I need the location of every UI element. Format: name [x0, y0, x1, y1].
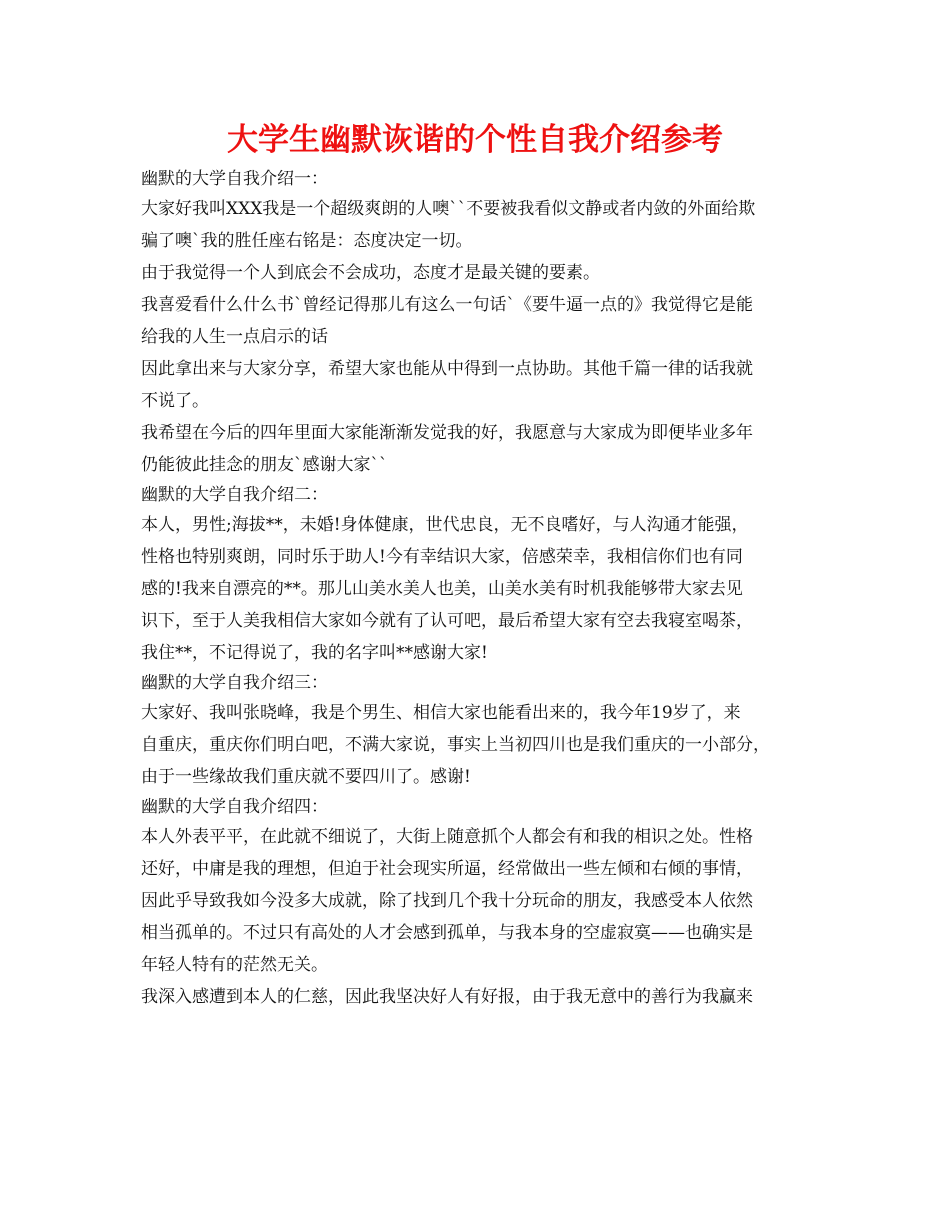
- paragraph-line: 我住**，不记得说了，我的名字叫**感谢大家!: [141, 643, 488, 663]
- section-heading: 幽默的大学自我介绍四：: [141, 797, 328, 817]
- paragraph-line: 还好，中庸是我的理想，但迫于社会现实所逼，经常做出一些左倾和右倾的事情，: [141, 859, 753, 879]
- section-heading: 幽默的大学自我介绍二：: [141, 485, 328, 505]
- section-heading: 幽默的大学自我介绍三：: [141, 673, 328, 693]
- paragraph-line: 识下，至于人美我相信大家如今就有了认可吧，最后希望大家有空去我寝室喝茶，: [141, 611, 753, 631]
- paragraph-line: 由于一些缘故我们重庆就不要四川了。感谢!: [141, 767, 471, 787]
- paragraph-line: 自重庆，重庆你们明白吧，不满大家说，事实上当初四川也是我们重庆的一小部分，: [141, 735, 770, 755]
- paragraph-line: 因此拿出来与大家分享，希望大家也能从中得到一点协助。其他千篇一律的话我就: [141, 359, 753, 379]
- paragraph-line: 大家好、我叫张晓峰，我是个男生、相信大家也能看出来的，我今年19岁了，来: [141, 703, 741, 723]
- paragraph-line: 本人外表平平，在此就不细说了，大街上随意抓个人都会有和我的相识之处。性格: [141, 827, 753, 847]
- paragraph-line: 大家好我叫XXX我是一个超级爽朗的人噢``不要被我看似文静或者内敛的外面给欺: [141, 199, 756, 219]
- paragraph-line: 相当孤单的。不过只有高处的人才会感到孤单，与我本身的空虚寂寞——也确实是: [141, 923, 753, 943]
- section-heading: 幽默的大学自我介绍一：: [141, 169, 328, 189]
- paragraph-line: 不说了。: [141, 391, 209, 411]
- paragraph-line: 骗了噢`我的胜任座右铭是：态度决定一切。: [141, 231, 473, 251]
- paragraph-line: 因此乎导致我如今没多大成就，除了找到几个我十分玩命的朋友，我感受本人依然: [141, 891, 753, 911]
- paragraph-line: 我喜爱看什么什么书`曾经记得那儿有这么一句话`《要牛逼一点的》我觉得它是能: [141, 295, 753, 315]
- paragraph-line: 由于我觉得一个人到底会不会成功，态度才是最关键的要素。: [141, 263, 600, 283]
- paragraph-line: 年轻人特有的茫然无关。: [141, 955, 328, 975]
- paragraph-line: 感的!我来自漂亮的**。那儿山美水美人也美，山美水美有时机我能够带大家去见: [141, 579, 743, 599]
- paragraph-line: 我深入感遭到本人的仁慈，因此我坚决好人有好报，由于我无意中的善行为我赢来: [141, 987, 753, 1007]
- paragraph-line: 我希望在今后的四年里面大家能渐渐发觉我的好，我愿意与大家成为即便毕业多年: [141, 423, 753, 443]
- paragraph-line: 性格也特别爽朗，同时乐于助人!今有幸结识大家，倍感荣幸，我相信你们也有同: [141, 547, 743, 567]
- paragraph-line: 本人，男性;海拔**，未婚!身体健康，世代忠良，无不良嗜好，与人沟通才能强，: [141, 515, 749, 535]
- document-title: 大学生幽默诙谐的个性自我介绍参考: [227, 122, 723, 158]
- paragraph-line: 给我的人生一点启示的话: [141, 327, 328, 347]
- paragraph-line: 仍能彼此挂念的朋友`感谢大家``: [141, 455, 388, 475]
- document-body: [141, 165, 831, 1013]
